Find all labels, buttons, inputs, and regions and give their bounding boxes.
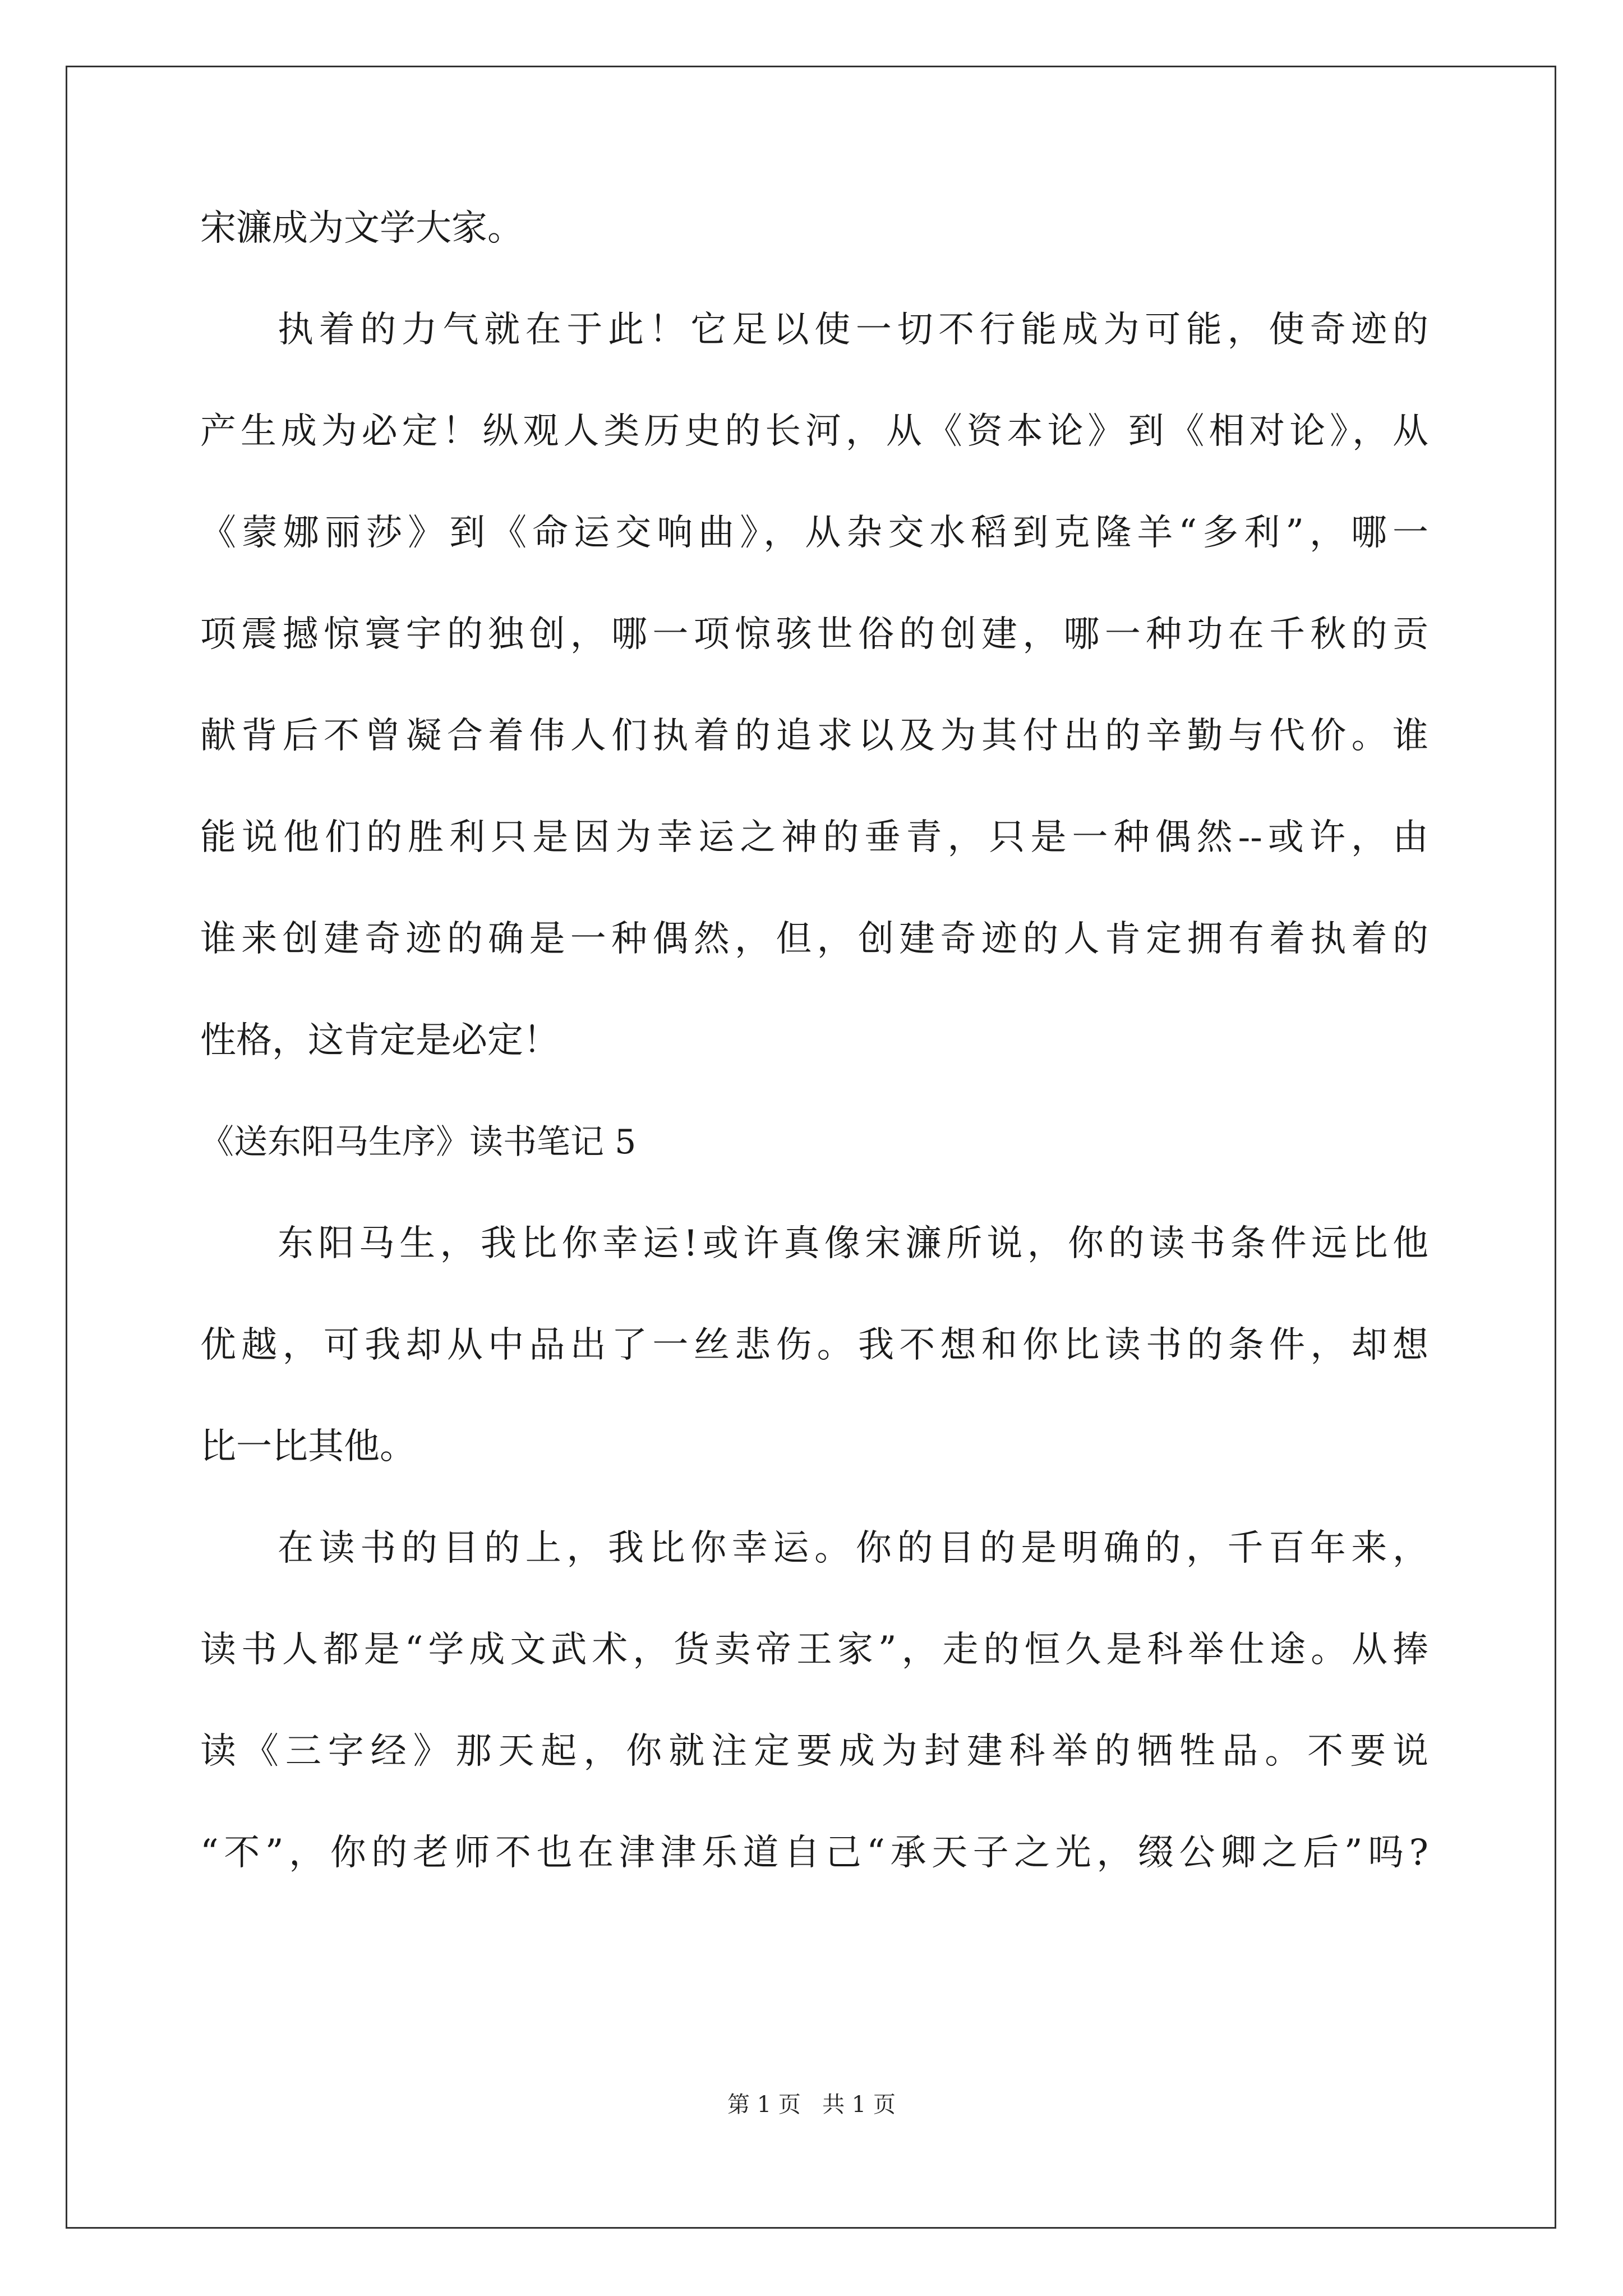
text-line: 在读书的目的上，我比你幸运。你的目的是明确的，千百年来，: [278, 1527, 1428, 1569]
text-line: 性格，这肯定是必定！: [200, 1020, 559, 1061]
text-line: 谁来创建奇迹的确是一种偶然，但，创建奇迹的人肯定拥有着执着的: [200, 918, 1428, 960]
text-line: 产生成为必定！纵观人类历史的长河，从《资本论》到《相对论》，从: [200, 411, 1428, 452]
text-line: 能说他们的胜利只是因为幸运之神的垂青，只是一种偶然--或许，由: [200, 817, 1428, 858]
text-line: 优越，可我却从中品出了一丝悲伤。我不想和你比读书的条件，却想: [200, 1324, 1428, 1366]
document-body: [200, 210, 1428, 1936]
text-line: 比一比其他。: [200, 1426, 416, 1467]
text-line: “不”，你的老师不也在津津乐道自己“承天子之光，缀公卿之后”吗?: [200, 1832, 1428, 1874]
text-line: 执着的力气就在于此！它足以使一切不行能成为可能，使奇迹的: [278, 309, 1428, 351]
text-line: 读书人都是“学成文武术，货卖帝王家”，走的恒久是科举仕途。从捧: [200, 1629, 1428, 1671]
page-footer: 第 1 页 共 1 页: [727, 2092, 896, 2118]
section-heading: 《送东阳马生序》读书笔记 5: [200, 1122, 637, 1162]
text-line: 东阳马生，我比你幸运!或许真像宋濂所说，你的读书条件远比他: [278, 1223, 1428, 1264]
text-line: 项震撼惊寰宇的独创，哪一项惊骇世俗的创建，哪一种功在千秋的贡: [200, 614, 1428, 655]
text-line: 读《三字经》那天起，你就注定要成为封建科举的牺牲品。不要说: [200, 1731, 1428, 1772]
text-line: 献背后不曾凝合着伟人们执着的追求以及为其付出的辛勤与代价。谁: [200, 715, 1428, 757]
text-line: 宋濂成为文学大家。: [200, 208, 523, 249]
text-line: 《蒙娜丽莎》到《命运交响曲》，从杂交水稻到克隆羊“多利”，哪一: [200, 512, 1428, 554]
